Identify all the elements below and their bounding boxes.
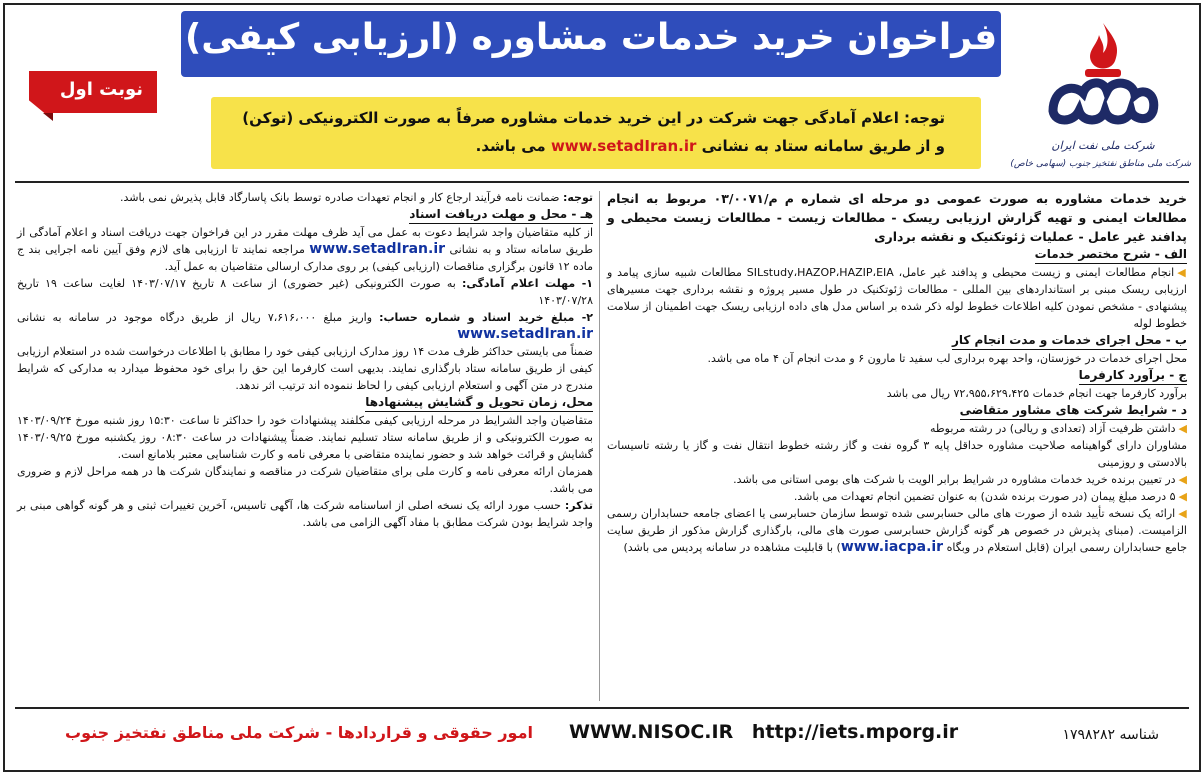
section-f-text: متقاضیان واجد الشرایط در مرحله ارزیابی کیفی مکلفند پیشنهادات خود را حداکثر تا ساعت ۱۵:۳۰ روز شنبه مورخ ۱۴۰۳/۰۹/۲۴ به صورت الکترونیکی و از طریق سامانه ستاد تسلیم نمایند. ضمناً پیشنهادات در ساعت ۰۸:۳۰ روز یکشنبه مورخ ۱۴۰۳/۰۹/۲۵ گشایش و قرائت خواهد شد و حضور نماینده متقاضی با معرفی نامه و کارت شناسایی معتبر بلامانع است. bbox=[17, 414, 593, 461]
notice-line-2 bbox=[476, 137, 945, 155]
left-column bbox=[17, 189, 593, 531]
section-f-heading: محل، زمان تحویل و گشایش پیشنهادها bbox=[365, 394, 593, 412]
note-label: توجه: bbox=[562, 191, 593, 204]
notice-box bbox=[211, 97, 981, 169]
list-item: ◀در تعیین برنده خرید خدمات مشاوره در شرایط برابر الویت با شرکت های بومی استانی می باشد. bbox=[733, 473, 1187, 486]
bullet-icon: ◀ bbox=[1178, 473, 1187, 486]
notice-text-b: می باشد. bbox=[475, 137, 551, 155]
list-item: مشاوران دارای گواهینامه صلاحیت مشاوره حداقل پایه ۳ گروه نفت و گاز رشته خطوط انتقال نفت و گاز یا رشته تاسیسات بالادستی و روزمینی bbox=[607, 439, 1188, 469]
section-c-text: برآورد کارفرما جهت انجام خدمات ۷۲،۹۵۵،۶۲۹،۴۲۵ ریال می باشد bbox=[886, 387, 1187, 400]
reminder-text: حسب مورد ارائه یک نسخه اصلی از اساسنامه شرکت ها، آگهی تاسیس، آخرین تغییرات ثبتی و هر گونه گواهی مبنی بر واجد شرایط بودن شرکت مطابق با مفاد آگهی الزامی می باشد. bbox=[17, 499, 593, 529]
announcement-page bbox=[3, 3, 1201, 772]
right-column bbox=[607, 189, 1187, 556]
page-title: فراخوان خرید خدمات مشاوره (ارزیابی کیفی) bbox=[184, 17, 998, 58]
logo-subsidiary-name: شرکت ملی مناطق نفتخیز جنوب (سهامی خاص) bbox=[1010, 159, 1191, 169]
footer bbox=[5, 717, 1199, 757]
item1-label: ۱- مهلت اعلام آمادگی: bbox=[462, 277, 594, 290]
section-d-heading: د - شرایط شرکت های مشاور متقاضی bbox=[960, 402, 1187, 420]
notice-url-link[interactable]: www.setadIran.ir bbox=[550, 137, 697, 155]
item2-label: ۲- مبلغ خرید اسناد و شماره حساب: bbox=[379, 311, 593, 324]
flame-logo-icon bbox=[1043, 19, 1163, 137]
reminder-label: تذکر: bbox=[564, 499, 593, 512]
representatives-paragraph: همزمان ارائه معرفی نامه و کارت ملی برای متقاضیان شرکت در مناقصه و نمایندگان شرکت ها در همه مراحل لازم و ضروری می باشد. bbox=[17, 465, 593, 495]
intro-text: خرید خدمات مشاوره به صورت عمومی دو مرحله ای شماره م م/۰۳/۰۰۷۱ مربوط به انجام مطالعات ایمنی و تهیه گزارش ارزیابی ریسک - مطالعات زیست - مطالعات زیست محیطی و پدافند غیر عامل - عملیات ژئوتکنیک و نقشه برداری bbox=[607, 191, 1188, 244]
section-a-text: انجام مطالعات ایمنی و زیست محیطی و پدافند غیر عامل، SILstudy،HAZOP،HAZIP،EIA مطالعات شبیه سازی پیامد و ارزیابی ریسک مبنی بر استانداردهای بین المللی - مطالعات ژئوتکنیک در طول مسیر پروژه و نقشه برداری جهت مسیرهای پیشنهادی - مشخص نمودن کلیه اطلاعات خطوط لوله ذکر شده بر اساس مدل های داده ارزیابی ریسک جهت اطمینان از سلامت خطوط لوله bbox=[607, 266, 1187, 330]
section-e-text-a: از کلیه متقاضیان واجد شرایط دعوت به عمل می آید ظرف مهلت مقرر در این فراخوان جهت دریافت اسناد و اعلام آمادگی از طریق سامانه ستاد و به نشانی bbox=[17, 226, 593, 256]
section-c-heading: ج - برآورد کارفرما bbox=[1079, 367, 1187, 385]
list-item: ◀۵ درصد مبلغ پیمان (در صورت برنده شدن) به عنوان تضمین انجام تعهدات می باشد. bbox=[793, 490, 1187, 503]
title-band bbox=[181, 11, 1001, 77]
section-a-heading: الف - شرح مختصر خدمات bbox=[1035, 246, 1187, 264]
item2-url-link[interactable]: www.setadIran.ir bbox=[457, 326, 593, 342]
notice-line-1: توجه: اعلام آمادگی جهت شرکت در این خرید خدمات مشاوره صرفاً به صورت الکترونیکی (توکن) bbox=[242, 109, 945, 127]
column-divider bbox=[599, 191, 600, 701]
bullet-icon: ◀ bbox=[1178, 507, 1187, 520]
iacpa-url-link[interactable]: www.iacpa.ir bbox=[840, 539, 944, 555]
logo-company-name: شرکت ملی نفت ایران bbox=[1051, 139, 1155, 152]
section-b-text: محل اجرای خدمات در خوزستان، واحد بهره برداری لب سفید تا مارون ۶ و مدت انجام آن ۴ ماه می باشد. bbox=[707, 352, 1187, 365]
list-item: ◀داشتن ظرفیت آزاد (تعدادی و ریالی) در رشته مربوطه bbox=[930, 422, 1187, 435]
round-badge-label: نوبت اول bbox=[59, 79, 143, 100]
section-b-heading: ب - محل اجرای خدمات و مدت انجام کار bbox=[952, 332, 1187, 350]
section-e-url-link[interactable]: www.setadIran.ir bbox=[309, 241, 446, 257]
bullet-icon: ◀ bbox=[1178, 422, 1187, 435]
footer-divider bbox=[15, 707, 1189, 709]
footer-department: امور حقوقی و قراردادها - شرکت ملی مناطق نفتخیز جنوب bbox=[65, 723, 533, 742]
item1-text: به صورت الکترونیکی (غیر حضوری) از ساعت ۸ تاریخ ۱۴۰۳/۰۷/۱۷ لغایت ساعت ۱۹ تاریخ ۱۴۰۳/۰۷/۲۸ bbox=[17, 277, 593, 307]
footer-url-nisoc[interactable]: WWW.NISOC.IR bbox=[569, 721, 734, 743]
footer-announcement-id: شناسه ۱۷۹۸۲۸۲ bbox=[1062, 727, 1159, 743]
notice-text-a: و از طریق سامانه ستاد به نشانی bbox=[696, 137, 945, 155]
iacpa-tail: ) با قابلیت مشاهده در سامانه پردیس می باشد) bbox=[623, 541, 841, 554]
bullet-icon: ◀ bbox=[1177, 266, 1187, 279]
company-logo bbox=[1010, 19, 1191, 179]
section-e-text-b: مراجعه نمایند تا ارزیابی های لازم وفق آیین نامه اجرایی بند ج ماده ۱۲ قانون برگزاری مناقصات (ارزیابی کیفی) بر روی مدارک ارسالی متقاضیان به عمل آید. bbox=[17, 243, 593, 273]
item2-text: واریز مبلغ ۷،۶۱۶،۰۰۰ ریال از طریق درگاه موجود در سامانه به نشانی bbox=[17, 311, 380, 324]
section-e-heading: هـ - محل و مهلت دریافت اسناد bbox=[409, 206, 593, 224]
list-item: ◀ارائه یک نسخه تأیید شده از صورت های مالی حسابرسی شده توسط سازمان حسابرسی یا اعضای جامعه حسابداران رسمی الزامیست. (مبنای پذیرش در خصوص هر گونه گزارش حسابرسی صورت های مالی، بارگذاری گزارش مذکور از طریق سایت جامع حسابداران رسمی ایران (قابل استعلام در وبگاه www.iacpa.ir) با قابلیت مشاهده در سامانه پردیس می باشد) bbox=[607, 507, 1187, 555]
footer-links bbox=[569, 721, 970, 743]
header-divider bbox=[15, 181, 1189, 183]
documents-paragraph: ضمناً می بایستی حداکثر ظرف مدت ۱۴ روز مدارک ارزیابی کیفی خود را مطابق با اطلاعات درخواست شده در استعلام ارزیابی کیفی از طریق سامانه ستاد بارگذاری نمایند. بدیهی است کارفرما این حق را برای خود محفوظ میدارد به مدارکی که شرایط مندرج در متن آگهی و استعلام ارزیابی کیفی را لحاظ ننموده اند ترتیب اثر ندهد. bbox=[17, 345, 593, 392]
bullet-icon: ◀ bbox=[1178, 490, 1187, 503]
footer-url-iets[interactable]: http://iets.mporg.ir bbox=[751, 721, 959, 743]
note-text: ضمانت نامه فرآیند ارجاع کار و انجام تعهدات صادره توسط بانک پاسارگاد قابل پذیرش نمی باشد. bbox=[120, 191, 563, 204]
round-badge bbox=[29, 71, 157, 113]
